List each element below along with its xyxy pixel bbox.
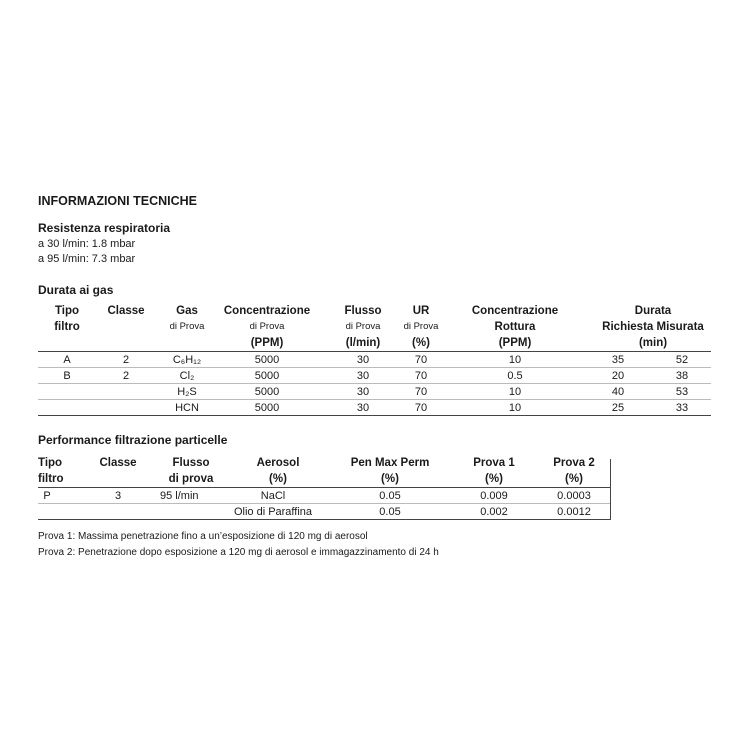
gas-cell-rottura: 10 [508, 354, 522, 366]
part-cell-prova2: 0.0003 [557, 490, 591, 502]
gas-cell-ur: 70 [414, 370, 428, 382]
part-cell-pen: 0.05 [379, 506, 401, 518]
resistance-heading: Resistenza respiratoria [38, 221, 171, 235]
gas-cell-conc: 5000 [254, 354, 280, 366]
resistance-line-95: a 95 l/min: 7.3 mbar [38, 253, 136, 265]
gas-cell-tipo: B [63, 370, 71, 382]
part-cell-aerosol: NaCl [260, 490, 286, 502]
gas-cell-conc: 5000 [254, 402, 280, 414]
particle-table-heading: Performance filtrazione particelle [38, 433, 228, 447]
part-cell-prova1: 0.002 [480, 506, 508, 518]
gas-row-rule [38, 367, 711, 368]
gas-cell-ur: 70 [414, 402, 428, 414]
part-cell-flusso: 95 l/min [160, 490, 199, 502]
gas-cell-flusso: 30 [356, 370, 370, 382]
gas-cell-flusso: 30 [356, 402, 370, 414]
gas-cell-flusso: 30 [356, 386, 370, 398]
gas-cell-classe: 2 [122, 370, 130, 382]
gas-cell-rottura: 0.5 [507, 370, 523, 382]
gas-col-classe: Classe [107, 305, 145, 317]
gas-cell-richiesta: 20 [611, 370, 625, 382]
gas-col-flusso: Flusso di Prova (l/min) [344, 305, 382, 349]
gas-col-durata: Durata Richiesta Misurata (min) [602, 305, 704, 349]
gas-cell-rottura: 10 [508, 402, 522, 414]
gas-cell-conc: 5000 [254, 386, 280, 398]
note-prova-2: Prova 2: Penetrazione dopo esposizione a 120 mg di aerosol e immagazzinamento di 24 h [38, 547, 439, 558]
part-row-rule [38, 503, 610, 504]
part-cell-tipo: P [43, 490, 51, 502]
part-col-prova1: Prova 1 (%) [473, 457, 515, 485]
gas-header-rule [38, 351, 711, 352]
gas-cell-ur: 70 [414, 386, 428, 398]
resistance-line-30: a 30 l/min: 1.8 mbar [38, 238, 136, 250]
gas-cell-flusso: 30 [356, 354, 370, 366]
part-col-tipo: Tipo filtro [38, 457, 64, 485]
gas-cell-richiesta: 40 [611, 386, 625, 398]
part-cell-prova1: 0.009 [480, 490, 508, 502]
gas-cell-misurata: 38 [675, 370, 689, 382]
gas-table-bottom-rule [38, 415, 711, 416]
gas-col-gas: Gas di Prova [169, 305, 205, 332]
part-col-aerosol: Aerosol (%) [256, 457, 300, 485]
gas-cell-gas: Cl₂ [179, 370, 195, 382]
gas-col-rottura: Concentrazione Rottura (PPM) [471, 305, 559, 349]
gas-cell-misurata: 52 [675, 354, 689, 366]
gas-cell-misurata: 33 [675, 402, 689, 414]
gas-cell-tipo: A [63, 354, 71, 366]
part-table-right-rule [610, 459, 611, 520]
gas-cell-conc: 5000 [254, 370, 280, 382]
part-cell-prova2: 0.0012 [557, 506, 591, 518]
gas-table-heading: Durata ai gas [38, 283, 114, 297]
part-cell-aerosol: Olio di Paraffina [233, 506, 313, 518]
gas-cell-classe: 2 [122, 354, 130, 366]
gas-cell-rottura: 10 [508, 386, 522, 398]
part-col-flusso: Flusso di prova [168, 457, 214, 485]
gas-col-concentrazione: Concentrazione di Prova (PPM) [223, 305, 311, 349]
gas-cell-gas: HCN [175, 402, 199, 414]
gas-col-ur: UR di Prova (%) [403, 305, 439, 349]
part-col-classe: Classe [99, 457, 137, 469]
gas-col-tipo: Tipo filtro [54, 305, 80, 333]
part-cell-pen: 0.05 [379, 490, 401, 502]
gas-cell-misurata: 53 [675, 386, 689, 398]
page-title: INFORMAZIONI TECNICHE [38, 194, 198, 208]
part-col-prova2: Prova 2 (%) [553, 457, 595, 485]
gas-cell-ur: 70 [414, 354, 428, 366]
gas-cell-gas: C₆H₁₂ [172, 354, 202, 366]
gas-row-rule [38, 383, 711, 384]
part-table-bottom-rule [38, 519, 610, 520]
part-col-pen: Pen Max Perm (%) [350, 457, 430, 485]
note-prova-1: Prova 1: Massima penetrazione fino a un’esposizione di 120 mg di aerosol [38, 531, 368, 542]
gas-row-rule [38, 399, 711, 400]
gas-cell-richiesta: 25 [611, 402, 625, 414]
gas-cell-richiesta: 35 [611, 354, 625, 366]
gas-cell-gas: H₂S [177, 386, 197, 398]
part-header-rule [38, 487, 610, 488]
part-cell-classe: 3 [114, 490, 122, 502]
